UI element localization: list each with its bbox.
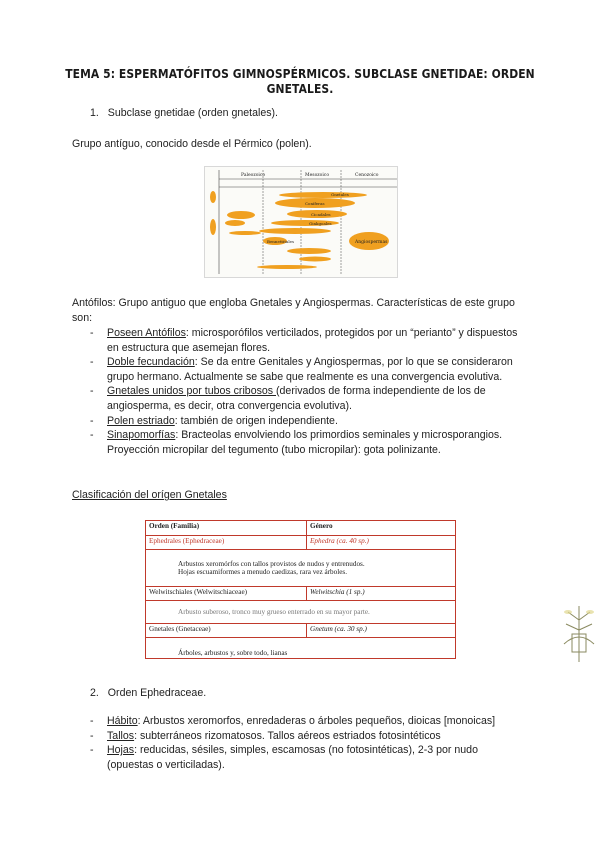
description-cell xyxy=(146,550,456,587)
era-label: Mesozoico xyxy=(305,173,330,178)
item-term: Gnetales unidos por tubos cribosos xyxy=(107,385,277,398)
item-text: : Se da entre Genitales y Angiospermas, por lo que se consideraron grupo hermano. Actualmente se sabe que realmente es una convergencia evolutiva. xyxy=(107,356,513,383)
table-row xyxy=(146,536,456,550)
table-row xyxy=(146,587,456,601)
table-header-row xyxy=(146,521,456,536)
table-row xyxy=(146,550,456,587)
item-term: Poseen Antófilos xyxy=(107,327,186,339)
description-line: Arbustos xeromórfos con tallos provistos de nudos y entrenudos. xyxy=(178,560,365,568)
list-item: - Hábito: Arbustos xeromorfos, enredaderas o árboles pequeños, dioicas [monoicas] xyxy=(90,715,496,727)
item-term: Tallos xyxy=(107,729,135,742)
description-cell: Arbusto suberoso, tronco muy grueso enterrado en su mayor parte. xyxy=(146,601,456,624)
group-label: Gnetales xyxy=(331,192,349,197)
clasificacion-heading: Clasificación del orígen Gnetales xyxy=(72,489,227,501)
section-heading-text: Orden Ephedraceae. xyxy=(107,687,207,699)
item-term: Hojas xyxy=(107,744,135,757)
antofilos-list xyxy=(90,326,530,457)
section1-heading xyxy=(90,106,278,121)
item-text: : también de origen independiente. xyxy=(174,414,338,427)
order-cell: Welwitschiales (Welwitschiaceae) xyxy=(146,587,307,601)
section-number: 2. xyxy=(90,687,99,699)
section2-heading xyxy=(90,686,206,701)
time-chart-graphic xyxy=(205,167,397,277)
ephedraceae-list xyxy=(90,714,530,772)
list-item: - Tallos: subterráneos rizomatosos. Tallos aéreos estriados fotosintéticos xyxy=(90,729,441,742)
classification-table xyxy=(145,520,456,659)
item-text: : Arbustos xeromorfos, enredaderas o árboles pequeños, dioicas [monoicas] xyxy=(137,715,496,727)
era-label: Paleozoico xyxy=(241,173,266,178)
section-number: 1. xyxy=(90,107,99,119)
page-title: TEMA 5: ESPERMATÓFITOS GIMNOSPÉRMICOS. SUBCLASE GNETIDAE: ORDEN GNETALES. xyxy=(65,66,535,96)
item-term: Polen estriado xyxy=(107,414,175,427)
table-row xyxy=(146,601,456,624)
antofilos-lead: Antófilos: Grupo antiguo que engloba Gnetales y Angiospermas. Características de este grupo son: xyxy=(72,297,515,324)
header-cell: Orden (Familia) xyxy=(146,521,307,536)
header-cell: Género xyxy=(307,521,456,536)
group-label: Ginkgoales xyxy=(309,221,332,226)
list-item: - Doble fecundación: Se da entre Genitales y Angiospermas, por lo que se consideraron grupo hermano. Actualmente se sabe que realmente es una convergencia evolutiva. xyxy=(90,356,513,383)
genus-cell: Ephedra (ca. 40 sp.) xyxy=(307,536,456,550)
item-text: : Bracteolas envolviendo los primordios seminales y microsporangios. Proyección micropilar del tegumento (tubo micropilar): gota polinizante. xyxy=(107,429,503,456)
plant-icon xyxy=(560,600,598,664)
group-label: Angiospermas xyxy=(355,240,388,245)
item-text: (derivados de forma independiente de los de angiosperma, es decir, otra convergencia evolutiva). xyxy=(107,385,486,412)
list-item: - Gnetales unidos por tubos cribosos (derivados de forma independiente de los de angiosperma, es decir, otra convergencia evolutiva). xyxy=(90,385,486,412)
genus-cell: Gnetum (ca. 30 sp.) xyxy=(307,624,456,638)
order-cell: Ephedrales (Ephedraceae) xyxy=(146,536,307,550)
intro-text: Grupo antíguo, conocido desde el Pérmico (polen). xyxy=(72,138,312,150)
description-line: Hojas escuamiformes a menudo caedizas, rara vez árboles. xyxy=(178,568,348,576)
item-text: : microsporófilos verticilados, protegidos por un “perianto” y dispuestos en estructura que asemejan flores. xyxy=(107,327,518,354)
group-label: Coníferas xyxy=(305,201,325,206)
list-item: - Sinapomorfías: Bracteolas envolviendo los primordios seminales y microsporangios. Proyección micropilar del tegumento (tubo micropilar): gota polinizante. xyxy=(90,429,503,456)
item-term: Doble fecundación xyxy=(107,356,195,369)
plant-illustration xyxy=(560,600,598,664)
table-row xyxy=(146,624,456,638)
list-item: - Polen estriado: también de origen independiente. xyxy=(90,414,338,427)
group-label: Bennettitales xyxy=(267,239,295,244)
item-text: : subterráneos rizomatosos. Tallos aéreos estriados fotosintéticos xyxy=(134,729,441,742)
item-text: : reducidas, sésiles, simples, escamosas (no fotosintéticas), 2-3 por nudo (opuestas o verticiladas). xyxy=(107,744,478,771)
table-row xyxy=(146,638,456,659)
era-label: Cenozoico xyxy=(355,173,379,178)
section-heading-text: Subclase gnetidae (orden gnetales). xyxy=(107,107,279,119)
list-item: - Hojas: reducidas, sésiles, simples, escamosas (no fotosintéticas), 2-3 por nudo (opuestas o verticiladas). xyxy=(90,744,478,771)
item-term: Hábito xyxy=(107,715,138,727)
description-cell: Árboles, arbustos y, sobre todo, lianas xyxy=(146,638,456,659)
order-cell: Gnetales (Gnetaceae) xyxy=(146,624,307,638)
group-label: Cicadales xyxy=(311,212,331,217)
genus-cell: Welwitschia (1 sp.) xyxy=(307,587,456,601)
item-term: Sinapomorfías xyxy=(107,429,176,442)
geologic-time-chart xyxy=(204,166,398,278)
list-item: - Poseen Antófilos: microsporófilos verticilados, protegidos por un “perianto” y dispuestos en estructura que asemejan flores. xyxy=(90,327,518,354)
